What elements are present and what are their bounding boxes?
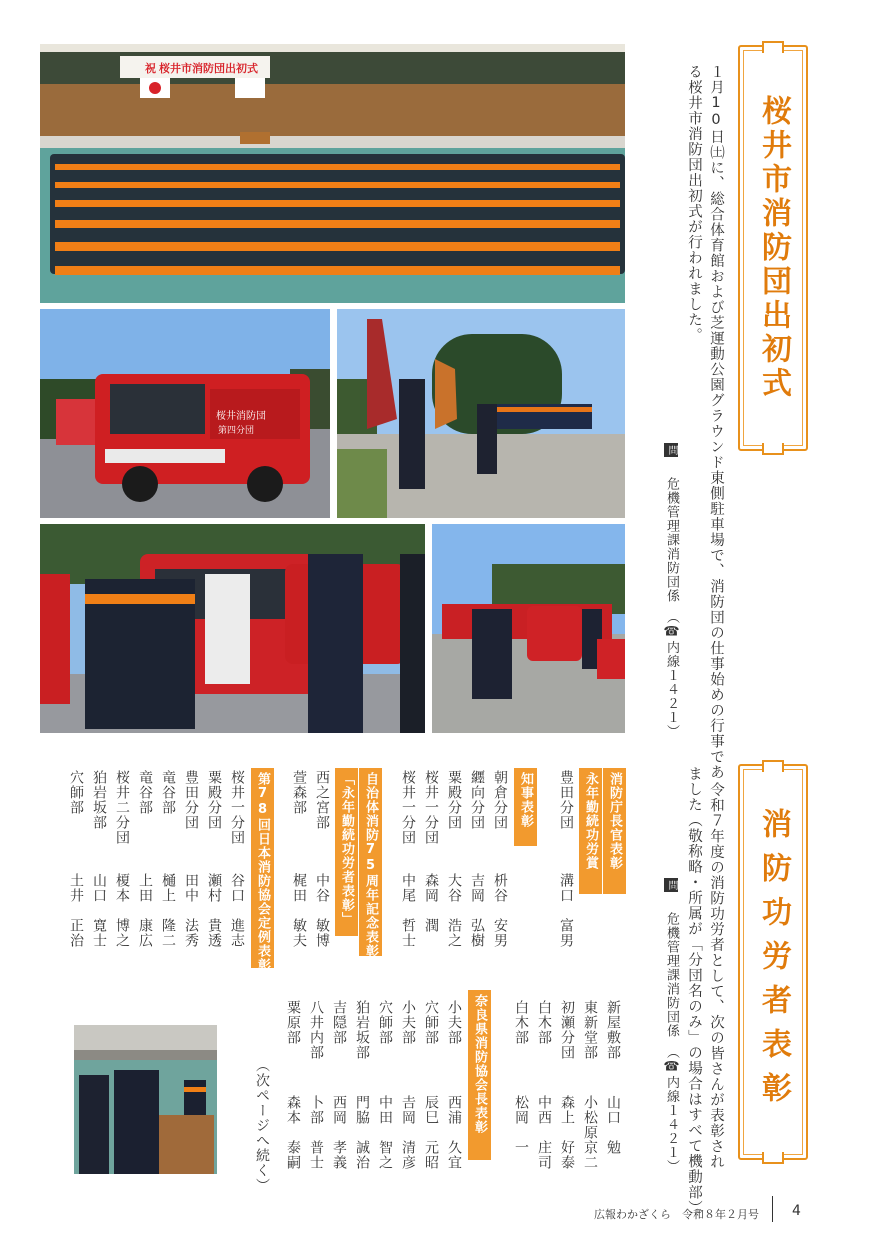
award-nara-name-5: 西岡 孝義	[331, 1095, 347, 1170]
award-topright-name-2: 森上 好泰	[559, 1095, 575, 1170]
award-nara-unit-3: 穴師部	[377, 1000, 393, 1045]
photo-flag-parade	[337, 309, 625, 518]
photo-gymnasium-ceremony	[40, 44, 625, 303]
award-japan78-unit-2: 豊田分団	[183, 770, 199, 830]
award-japan78-name-0: 谷口 進志	[229, 873, 245, 948]
award-topright-name-1: 小松原京二	[582, 1095, 598, 1170]
footer-divider	[772, 1196, 773, 1222]
article1-title-box	[738, 45, 808, 451]
award-japan78-name-3: 樋上 隆二	[160, 873, 176, 948]
award-nara-name-1: 辰巳 元昭	[423, 1095, 439, 1170]
award-topright-unit-1: 東新堂部	[582, 1000, 598, 1060]
truck-line-image	[432, 524, 625, 733]
award-japan78-unit-3: 竜谷部	[160, 770, 176, 815]
photo-fire-truck	[40, 309, 330, 518]
award-governor-name-2: 大谷 浩之	[446, 873, 462, 948]
award-governor-unit-0: 朝倉分団	[492, 770, 508, 830]
award-japan78-unit-0: 桜井一分団	[229, 770, 245, 845]
award-topright-unit-0: 新屋敷部	[605, 1000, 621, 1060]
award-governor-unit-3: 桜井一分団	[423, 770, 439, 845]
award-nara-name-0: 西浦 久宜	[446, 1095, 462, 1170]
award-nara-name-6: 卜部 普士	[308, 1095, 324, 1170]
award-governor-unit-2: 粟殿分団	[446, 770, 462, 830]
truck-door-subtext: 第四分団	[218, 425, 255, 435]
continued-note: （次ページへ続く）	[254, 1058, 270, 1193]
article2-body-line2: ました（敬称略・所属が「分団名のみ」の場合はすべて機動部）。	[686, 766, 702, 1224]
flag-parade-image	[337, 309, 625, 518]
award-fdma-sub: 永年勤続功労賞	[579, 768, 602, 894]
salute-trucks-image	[40, 524, 425, 733]
award-fdma-name-0: 溝口 富男	[558, 873, 574, 948]
photo-truck-line	[432, 524, 625, 733]
page-number: 4	[792, 1203, 801, 1219]
article1-contact-text: 危機管理課消防団係 （☎内線１４２１）	[664, 477, 679, 739]
award-japan78-name-2: 田中 法秀	[183, 873, 199, 948]
fire-truck-image	[40, 309, 330, 518]
truck-door-text: 桜井消防団	[216, 411, 266, 422]
award-nara-name-4: 門脇 誠治	[354, 1095, 370, 1170]
award-topright-unit-3: 白木部	[536, 1000, 552, 1045]
award-japan78-unit-1: 粟殿分団	[206, 770, 222, 830]
article2-title: 消防功労者表彰	[756, 808, 791, 1116]
photo-award-presentation	[74, 1025, 217, 1174]
award-autonomy75-name-0: 中谷 敏博	[314, 873, 330, 948]
article2-contact-text: 危機管理課消防団係 （☎内線１４２１）	[664, 912, 679, 1174]
award-nara-unit-6: 八井内部	[308, 1000, 324, 1060]
award-autonomy75-sub: 「永年勤続功労者表彰」	[335, 768, 358, 936]
award-nara-unit-1: 穴師部	[423, 1000, 439, 1045]
award-japan78-name-4: 上田 康広	[137, 873, 153, 948]
award-japan78-unit-6: 狛岩坂部	[91, 770, 107, 830]
article1-body-line1: １月10日㈯に、総合体育館および芝運動公園グラウンド東側駐車場で、消防団の仕事始めの行事であ	[708, 64, 724, 780]
article1-title: 桜井市消防団出初式	[756, 95, 791, 401]
award-japan78-name-1: 瀬村 貴透	[206, 873, 222, 948]
award-autonomy75-heading: 自治体消防75周年記念表彰	[359, 768, 382, 956]
award-governor-unit-4: 桜井一分団	[400, 770, 416, 845]
award-governor-name-0: 枡谷 安男	[492, 873, 508, 948]
gymnasium-ceremony-image	[40, 44, 625, 303]
award-governor-name-3: 森岡 潤	[423, 873, 439, 933]
award-nara-name-7: 森本 泰嗣	[285, 1095, 301, 1170]
award-japan78-unit-4: 竜谷部	[137, 770, 153, 815]
award-autonomy75-unit-0: 西之宮部	[314, 770, 330, 830]
award-governor-name-1: 吉岡 弘樹	[469, 873, 485, 948]
award-japan78-name-5: 榎本 博之	[114, 873, 130, 948]
award-governor-unit-1: 纒向分団	[469, 770, 485, 830]
award-autonomy75-name-1: 梶田 敏夫	[291, 873, 307, 948]
award-presentation-image	[74, 1025, 217, 1174]
photo-salute-trucks	[40, 524, 425, 733]
article1-body-line2: る桜井市消防団出初式が行われました。	[686, 64, 702, 343]
award-japan78-name-6: 山口 寛士	[91, 873, 107, 948]
banner-text: 祝 桜井市消防団出初式	[145, 63, 259, 75]
award-nara-unit-2: 小夫部	[400, 1000, 416, 1045]
award-nara-unit-7: 粟原部	[285, 1000, 301, 1045]
award-governor-name-4: 中尾 哲士	[400, 873, 416, 948]
award-nara-unit-0: 小夫部	[446, 1000, 462, 1045]
award-nara-name-3: 中田 智之	[377, 1095, 393, 1170]
article2-body-line1: 令和７年度の消防功労者として、次の皆さんが表彰され	[708, 782, 724, 1170]
award-topright-unit-2: 初瀬分団	[559, 1000, 575, 1060]
award-topright-name-3: 中西 庄司	[536, 1095, 552, 1170]
article2-title-box	[738, 764, 808, 1160]
award-nara-unit-5: 吉隠部	[331, 1000, 347, 1045]
award-topright-name-0: 山口 勉	[605, 1095, 621, 1155]
footer-publication: 広報わかざくら 令和８年２月号	[594, 1208, 759, 1221]
contact-badge: 問	[666, 444, 677, 456]
award-japan78-unit-5: 桜井二分団	[114, 770, 130, 845]
award-nara-name-2: 𠮷岡 清彦	[400, 1095, 416, 1170]
award-fdma-unit-0: 豊田分団	[558, 770, 574, 830]
award-topright-name-4: 松岡 一	[513, 1095, 529, 1155]
contact-badge: 問	[666, 879, 677, 891]
award-autonomy75-unit-1: 萱森部	[291, 770, 307, 815]
article2-contact	[662, 878, 681, 1174]
award-governor-heading: 知事表彰	[514, 768, 537, 846]
award-nara-unit-4: 狛岩坂部	[354, 1000, 370, 1060]
award-japan78-heading: 第78回日本消防協会定例表彰	[251, 768, 274, 968]
award-topright-unit-4: 白木部	[513, 1000, 529, 1045]
award-nara-heading: 奈良県消防協会長表彰	[468, 990, 491, 1160]
award-fdma-heading: 消防庁長官表彰	[603, 768, 626, 894]
award-japan78-name-7: 土井 正治	[68, 873, 84, 948]
award-japan78-unit-7: 穴師部	[68, 770, 84, 815]
article1-contact	[662, 443, 681, 743]
